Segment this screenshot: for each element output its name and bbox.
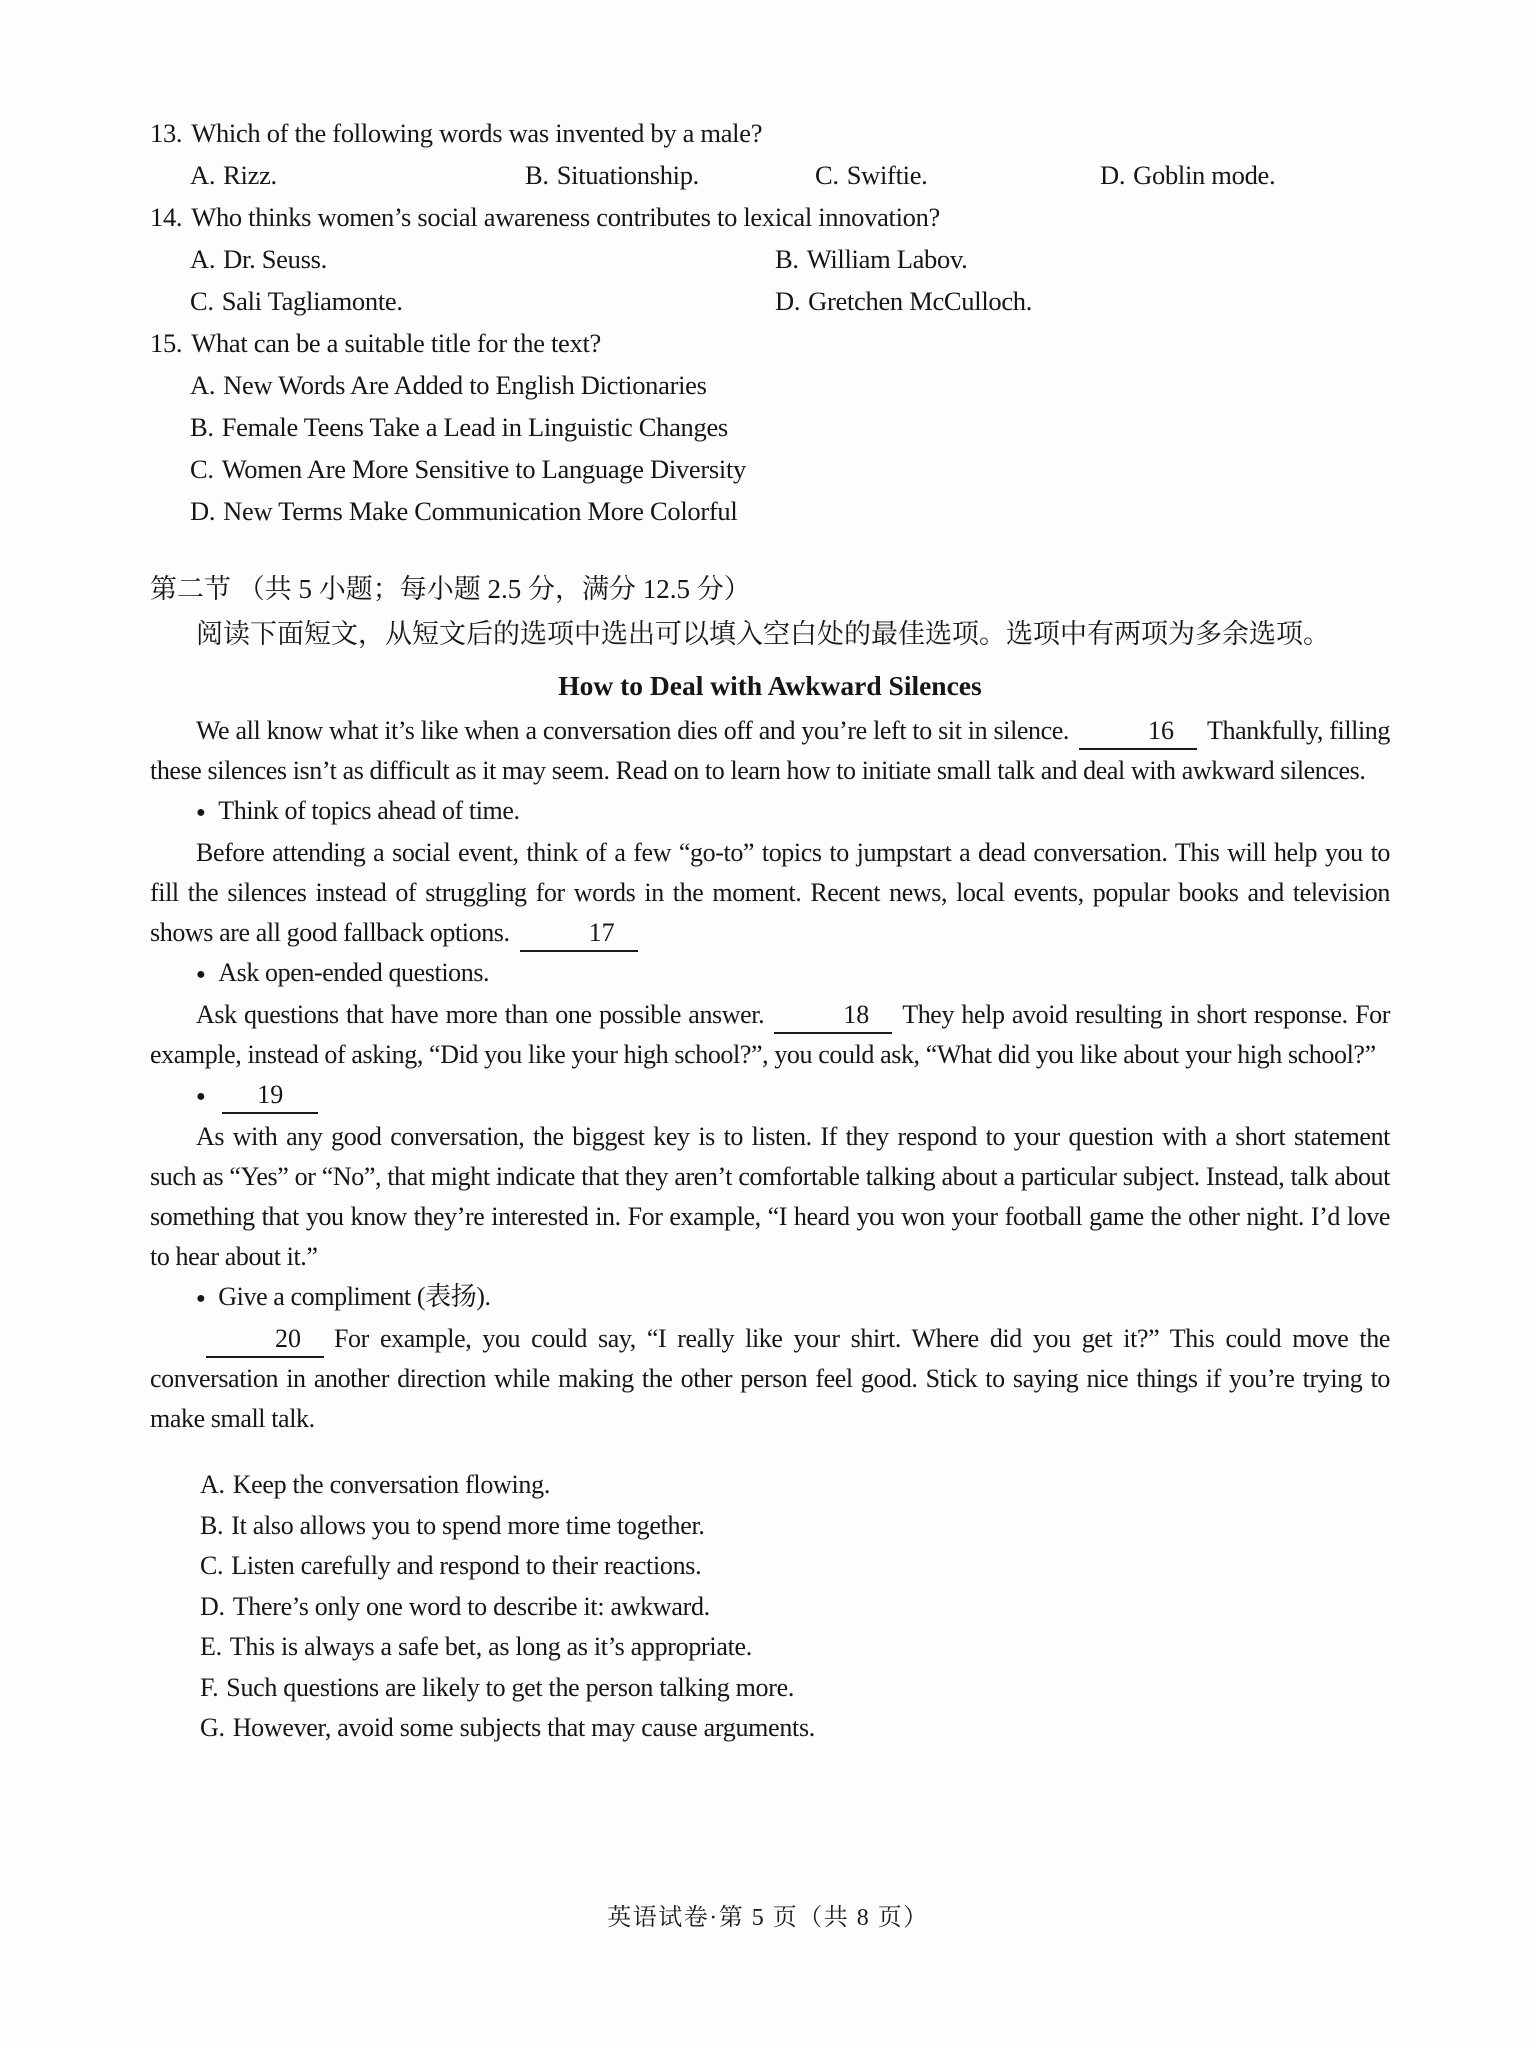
- passage-paragraph-4: [150, 1117, 1390, 1277]
- question-14: [150, 196, 1390, 322]
- option-13-d: [1100, 154, 1390, 196]
- option-14-b: [775, 238, 1390, 280]
- question-15-text: [150, 322, 1390, 364]
- choice-a: [200, 1465, 1390, 1506]
- choice-label: E.: [200, 1632, 222, 1661]
- choice-label: C.: [200, 1551, 224, 1580]
- bullet-icon: ●: [196, 1290, 206, 1307]
- bullet-icon: ●: [196, 966, 206, 983]
- question-number: 15.: [150, 328, 183, 358]
- blank-16: 16: [1079, 715, 1197, 750]
- option-text: Swiftie.: [846, 160, 928, 190]
- question-text: What can be a suitable title for the text?: [191, 328, 601, 358]
- option-15-d: [190, 490, 1390, 532]
- option-text: Dr. Seuss.: [223, 244, 327, 274]
- option-13-c: [815, 154, 1100, 196]
- bullet-icon: ●: [196, 1088, 206, 1105]
- choice-text: This is always a safe bet, as long as it’s appropriate.: [229, 1632, 752, 1661]
- paragraph-text: Thankfully, filling these silences isn’t as difficult as it may seem. Read on to learn how to initiate small talk and deal with awkward silences.: [150, 716, 1390, 785]
- question-15-options: [150, 364, 1390, 532]
- option-label: D.: [775, 286, 801, 316]
- blank-20: 20: [206, 1323, 324, 1358]
- option-text: William Labov.: [806, 244, 968, 274]
- choice-d: [200, 1587, 1390, 1628]
- option-label: B.: [525, 160, 549, 190]
- choice-text: Such questions are likely to get the person talking more.: [226, 1672, 795, 1702]
- option-text: Gretchen McCulloch.: [808, 286, 1033, 316]
- option-label: C.: [190, 286, 214, 316]
- option-14-d: [775, 280, 1390, 322]
- choice-text: Keep the conversation flowing.: [232, 1470, 551, 1499]
- question-number: 14.: [150, 202, 183, 232]
- option-label: A.: [190, 160, 216, 190]
- option-15-c: [190, 448, 1390, 490]
- option-text: Situationship.: [556, 160, 700, 190]
- choice-text: There’s only one word to describe it: awkward.: [232, 1591, 710, 1621]
- choice-c: [200, 1546, 1390, 1587]
- option-label: A.: [190, 370, 216, 400]
- choice-text: Listen carefully and respond to their reactions.: [231, 1551, 702, 1580]
- choice-text: It also allows you to spend more time together.: [231, 1510, 705, 1540]
- question-13-options: [150, 154, 1390, 196]
- question-number: 13.: [150, 118, 183, 148]
- choice-text: However, avoid some subjects that may cause arguments.: [232, 1713, 815, 1742]
- question-text: Who thinks women’s social awareness contributes to lexical innovation?: [191, 202, 941, 232]
- passage-bullet-3: [150, 1075, 1390, 1117]
- passage-bullet-2: [150, 953, 1390, 995]
- bullet-text: Think of topics ahead of time.: [218, 796, 520, 825]
- option-13-b: [525, 154, 815, 196]
- option-text: New Terms Make Communication More Colorful: [223, 496, 738, 526]
- option-text: Women Are More Sensitive to Language Diversity: [221, 454, 746, 484]
- question-14-text: [150, 196, 1390, 238]
- choice-label: A.: [200, 1470, 225, 1499]
- option-15-b: [190, 406, 1390, 448]
- blank-19: 19: [222, 1079, 318, 1114]
- paragraph-text: Ask questions that have more than one possible answer.: [196, 1000, 765, 1029]
- choice-f: [200, 1668, 1390, 1709]
- blank-17: 17: [520, 917, 638, 952]
- choice-label: D.: [200, 1591, 225, 1621]
- choice-label: F.: [200, 1672, 219, 1702]
- option-label: D.: [1100, 160, 1126, 190]
- passage-paragraph-3: [150, 995, 1390, 1075]
- question-14-options: [150, 238, 1390, 322]
- option-label: B.: [775, 244, 799, 274]
- choice-e: [200, 1627, 1390, 1668]
- option-label: C.: [190, 454, 214, 484]
- choice-b: [200, 1506, 1390, 1547]
- question-13: [150, 112, 1390, 196]
- option-text: Sali Tagliamonte.: [221, 286, 403, 316]
- choice-g: [200, 1708, 1390, 1749]
- option-label: A.: [190, 244, 216, 274]
- passage-title: How to Deal with Awkward Silences: [558, 670, 982, 701]
- choice-label: G.: [200, 1713, 225, 1742]
- option-13-a: [190, 154, 525, 196]
- option-label: C.: [815, 160, 839, 190]
- option-text: Goblin mode.: [1133, 160, 1276, 190]
- paragraph-text: Before attending a social event, think of a few “go-to” topics to jumpstart a dead conversation. This will help you to fill the silences instead of struggling for words in the moment. Recent news, local events, popular books and television shows are all good fallback options.: [150, 838, 1390, 947]
- bullet-text: Give a compliment (表扬).: [218, 1282, 491, 1311]
- section-2-instruction: 阅读下面短文，从短文后的选项中选出可以填入空白处的最佳选项。选项中有两项为多余选项。: [196, 619, 1330, 649]
- bullet-text: Ask open-ended questions.: [218, 958, 490, 987]
- passage-paragraph-5: [150, 1319, 1390, 1439]
- page-content: [150, 112, 1390, 1749]
- bullet-icon: ●: [196, 804, 206, 821]
- passage-bullet-1: [150, 791, 1390, 833]
- page-footer: 英语试卷·第 5 页（共 8 页）: [607, 1905, 929, 1931]
- paragraph-text: As with any good conversation, the biggest key is to listen. If they respond to your question with a short statement such as “Yes” or “No”, that might indicate that they aren’t comfortable talking about a particular subject. Instead, talk about something that you know they’re interested in. For example, “I heard you won your football game the other night. I’d love to hear about it.”: [150, 1122, 1390, 1271]
- option-text: Rizz.: [223, 160, 277, 190]
- option-text: Female Teens Take a Lead in Linguistic Changes: [221, 412, 728, 442]
- option-text: New Words Are Added to English Dictionaries: [223, 370, 707, 400]
- passage-paragraph-1: [150, 711, 1390, 791]
- section-2-heading: 第二节 （共 5 小题；每小题 2.5 分，满分 12.5 分）: [150, 574, 751, 604]
- question-13-text: [150, 112, 1390, 154]
- option-15-a: [190, 364, 1390, 406]
- choices-list: [150, 1465, 1390, 1749]
- question-15: [150, 322, 1390, 532]
- option-label: D.: [190, 496, 216, 526]
- option-14-a: [190, 238, 775, 280]
- blank-18: 18: [774, 999, 892, 1034]
- paragraph-text: We all know what it’s like when a conversation dies off and you’re left to sit in silence.: [196, 716, 1070, 745]
- passage-bullet-4: [150, 1277, 1390, 1319]
- option-label: B.: [190, 412, 214, 442]
- passage-paragraph-2: [150, 833, 1390, 953]
- question-text: Which of the following words was invented by a male?: [191, 118, 763, 148]
- paragraph-text: They help avoid resulting in short response. For example, instead of asking, “Did you like your high school?”, you could ask, “What did you like about your high school?”: [150, 1000, 1391, 1069]
- option-14-c: [190, 280, 775, 322]
- paragraph-text: For example, you could say, “I really like your shirt. Where did you get it?” This could move the conversation in another direction while making the other person feel good. Stick to saying nice things if you’re trying to make small talk.: [150, 1324, 1390, 1433]
- choice-label: B.: [200, 1510, 224, 1540]
